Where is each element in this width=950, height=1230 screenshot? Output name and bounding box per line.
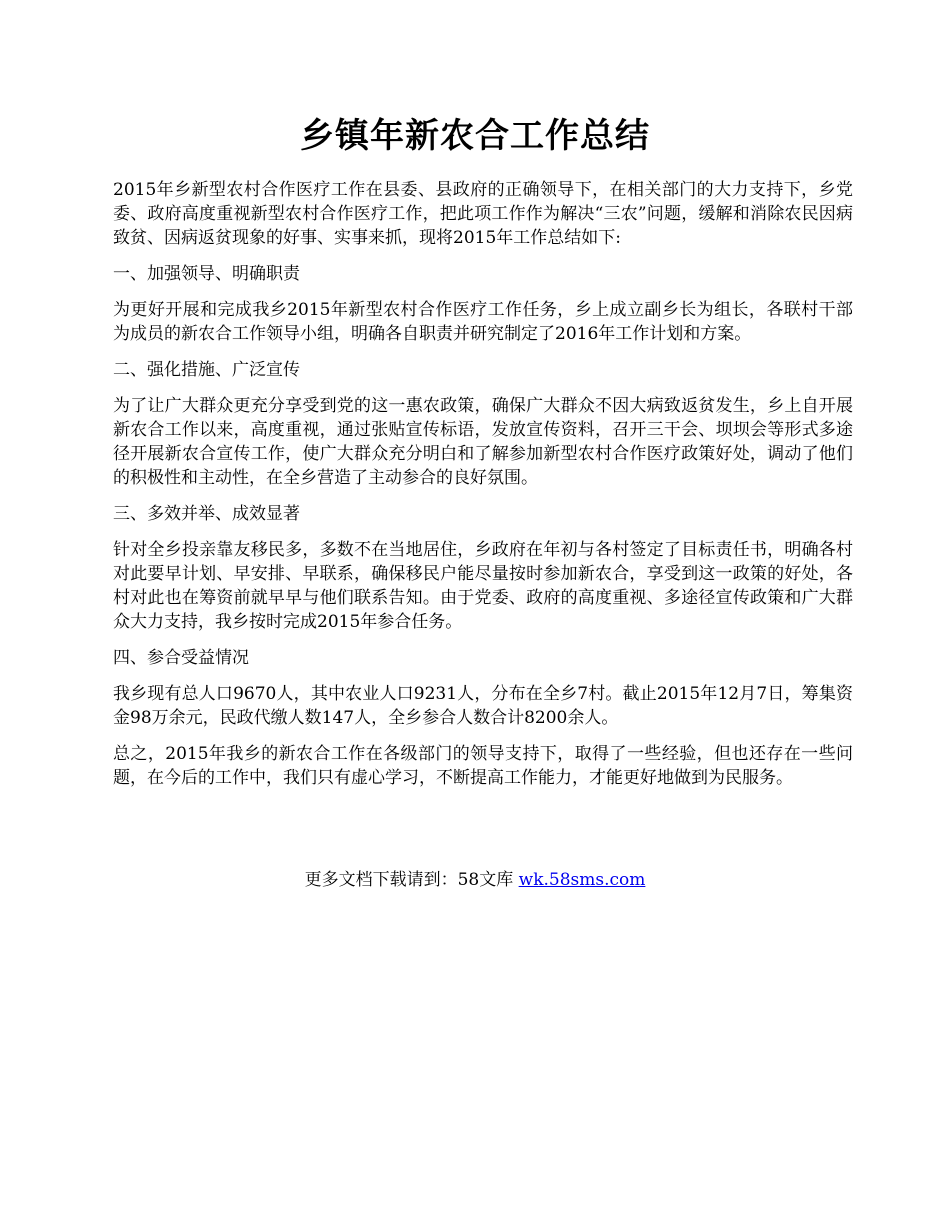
section-heading-4: 四、参合受益情况 bbox=[113, 648, 249, 668]
section-body-4: 我乡现有总人口9670人，其中农业人口9231人，分布在全乡7村。截止2015年12月7日，筹集资金98万余元，民政代缴人数147人，全乡参合人数合计8200余人。 bbox=[113, 684, 853, 728]
download-footer bbox=[0, 868, 950, 892]
document-body bbox=[113, 178, 853, 802]
section-heading-1: 一、加强领导、明确职责 bbox=[113, 264, 300, 284]
footer-link[interactable]: wk.58sms.com bbox=[518, 870, 646, 890]
document-title: 乡镇年新农合工作总结 bbox=[300, 116, 650, 156]
section-body-1: 为更好开展和完成我乡2015年新型农村合作医疗工作任务，乡上成立副乡长为组长，各联村干部为成员的新农合工作领导小组，明确各自职责并研究制定了2016年工作计划和方案。 bbox=[113, 300, 853, 344]
section-heading-3: 三、多效并举、成效显著 bbox=[113, 504, 300, 524]
footer-text: 更多文档下载请到：58文库 bbox=[304, 870, 519, 890]
conclusion-paragraph: 总之，2015年我乡的新农合工作在各级部门的领导支持下，取得了一些经验，但也还存在一些问题，在今后的工作中，我们只有虚心学习，不断提高工作能力，才能更好地做到为民服务。 bbox=[113, 744, 853, 788]
section-body-3: 针对全乡投亲靠友移民多，多数不在当地居住，乡政府在年初与各村签定了目标责任书，明确各村对此要早计划、早安排、早联系，确保移民户能尽量按时参加新农合，享受到这一政策的好处，各村对此也在筹资前就早早与他们联系告知。由于党委、政府的高度重视、多途径宣传政策和广大群众大力支持，我乡按时完成2015年参合任务。 bbox=[113, 540, 853, 632]
intro-paragraph: 2015年乡新型农村合作医疗工作在县委、县政府的正确领导下，在相关部门的大力支持下，乡党委、政府高度重视新型农村合作医疗工作，把此项工作作为解决“三农”问题，缓解和消除农民因病致贫、因病返贫现象的好事、实事来抓，现将2015年工作总结如下: bbox=[113, 180, 853, 248]
section-heading-2: 二、强化措施、广泛宣传 bbox=[113, 360, 300, 380]
section-body-2: 为了让广大群众更充分享受到党的这一惠农政策，确保广大群众不因大病致返贫发生，乡上自开展新农合工作以来，高度重视，通过张贴宣传标语，发放宣传资料，召开三干会、坝坝会等形式多途径开展新农合宣传工作，使广大群众充分明白和了解参加新型农村合作医疗政策好处，调动了他们的积极性和主动性，在全乡营造了主动参合的良好氛围。 bbox=[113, 396, 853, 488]
